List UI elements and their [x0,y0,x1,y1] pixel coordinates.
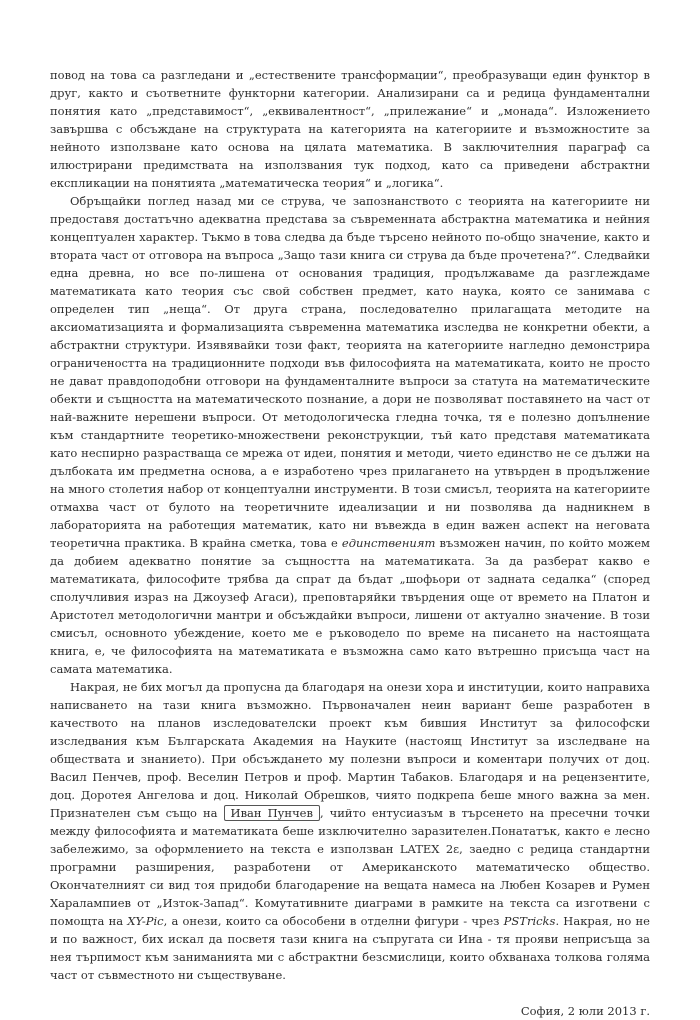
pstricks-name: PSTricks [503,914,556,928]
highlighted-name-box: Иван Пунчев [224,805,320,821]
paragraph-3-text-c: , заедно с редица стандартни програмни разширения, разработени от Американското математическо общество. Окончателният си вид тоя придоби благодарение на вещата намеса на Любен Козарев и Румен Харалампиев от „Изток-Запад“. Комутативните диаграми в рамките на текста са изготвени с помощта на [50,842,650,928]
paragraph-2-text-a: Обръщайки поглед назад ми се струва, че запознанството с теорията на категориите ни предоставя достатъчно адекватна представа за съвременната абстрактна математика и нейния концептуален характер. Тъкмо в това следва да бъде търсено нейното по-общо значение, както и втората част от отговора на въпроса „Защо тази книга си струва да бъде прочетена?“. Следвайки една древна, но все по-лишена от основания традиция, продължаваме да разглеждаме математиката като теория със свой собствен предмет, като наука, която се занимава с определен тип „неща“. От друга страна, последователно прилагащата методите на аксиоматизацията и формализацията съвременна математика изследва не конкретни обекти, а абстрактни структури. Изявявайки този факт, теорията на категориите нагледно демонстрира ограничеността на традиционните подходи във философията на математиката, които не просто не дават правдоподобни отговори на фундаменталните въпроси за статута на математическите обекти и същността на математическото познание, а дори не позволяват поставянето на част от най-важните нерешени въпроси. От методологическа гледна точка, тя е полезно допълнение към стандартните теоретико-множествени реконструкции, тъй като представя математиката като неспирно разрастваща се мрежа от идеи, понятия и методи, чието единство не се дължи на дълбоката им предметна основа, а е изработено чрез прилагането на утвърден в продължение на много столетия набор от концептуални инструменти. В този смисъл, теорията на категориите отмахва част от булото на теоретичните идеализации и ни позволява да надникнем в лабораторията на работещия математик, като ни въвежда в един важен аспект на неговата теоретична практика. В крайна сметка, това е [50,194,650,550]
paragraph-1: повод на това са разгледани и „естествените трансформации“, преобразуващи един функтор в друг, както и съответните функторни категории. Анализирани са и редица фундаментални понятия като „представимост“, „еквивалентност“, „прилежание“ и „монада“. Изложението завършва с обсъждане на структурата на категорията на категориите и възможностите за нейното използване като основа на цялата математика. В заключителния параграф са илюстрирани предимствата на използвания тук подход, като са приведени абстрактни експликации на понятията „математическа теория“ и „логика“. [50,68,650,190]
paragraph-2-emphasis: единственият [341,536,436,550]
latex-logo: LATEX 2ε [399,842,460,856]
xypic-name: XY-Pic [127,914,164,928]
paragraph-2 [50,192,650,678]
paragraph-3 [50,678,650,984]
signature-line: София, 2 юли 2013 г. [520,1004,650,1018]
paragraph-2-text-b: възможен начин, по който можем да добием адекватно понятие за същността на математиката. За да разберат какво е математиката, философите трябва да спрат да бъдат „шофьори от задната седалка“ (според сполучливия израз на Джоузеф Агаси), преповтаряйки твърдения още от времето на Платон и Аристотел методологични мантри и обсъждайки въпроси, лишени от актуално значение. В този смисъл, основното убеждение, което ме е ръководело по време на писането на настоящата книга, е, че философията на математиката е възможна само като вътрешно присъща част на самата математика. [50,536,650,676]
paragraph-3-text-e: . Накрая, но не и по важност, бих искал да посветя тази книга на съпругата си Ина - тя прояви неприсъща за нея търпимост към заниманията ми с абстрактни безсмислици, които обхванаха толкова голяма част от съвместното ни съществуване. [50,914,650,982]
paragraph-3-text-d: , а онези, които са обособени в отделни фигури - чрез [163,914,504,928]
paragraph-3-text-a: Накрая, не бих могъл да пропусна да благодаря на онези хора и институции, които направиха написването на тази книга възможно. Първоначален неин вариант беше разработен в качеството на планов изследователски проект към бившия Институт за философски изследвания към Българската Академия на Науките (настоящ Институт за изследване на обществата и знанието). При обсъждането му полезни въпроси и коментари получих от доц. Васил Пенчев, проф. Веселин Петров и проф. Мартин Табаков. Благодаря и на рецензентите, доц. Доротея Ангелова и доц. Николай Обрешков, чиято подкрепа беше много важна за мен. Признателен съм също на [50,680,650,820]
paragraph-3-text-b: , чийто ентусиазъм в търсенето на пресечни точки между философията и математиката беше изключително заразителен.Понататък, както е лесно забележимо, за оформлението на текста е използван [50,806,650,856]
